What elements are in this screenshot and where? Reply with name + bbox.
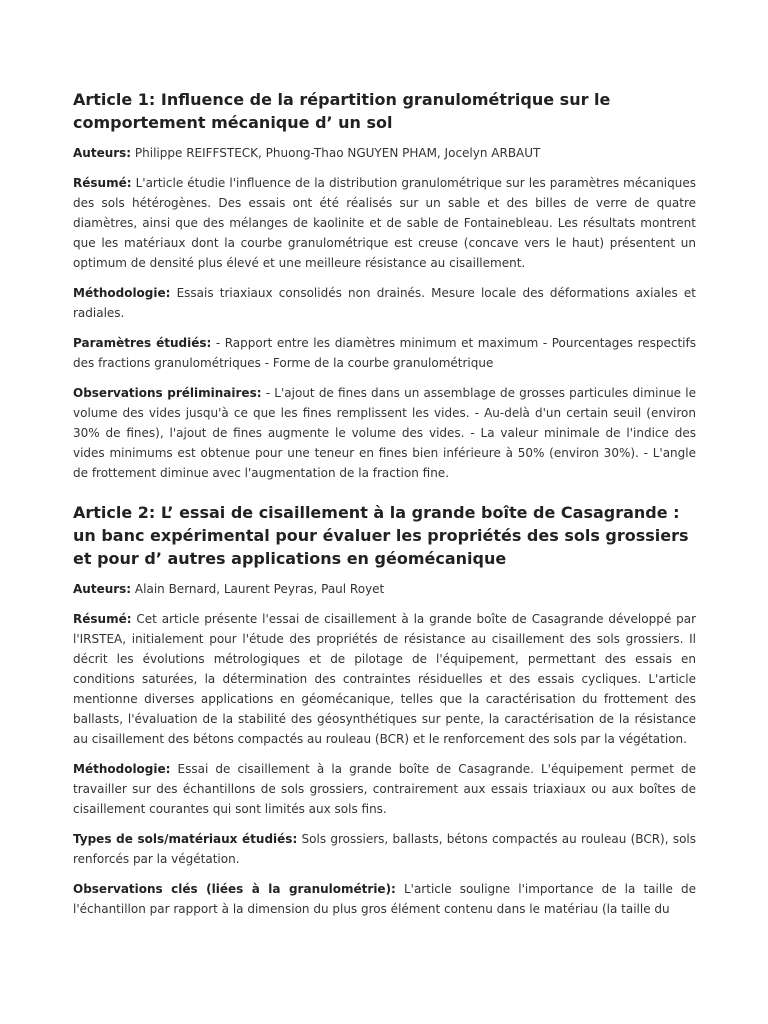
field-label: Résumé: (73, 612, 132, 626)
methodology-paragraph (73, 759, 696, 819)
summary-paragraph (73, 609, 696, 749)
field-label: Auteurs: (73, 146, 132, 160)
field-text: L'article étudie l'influence de la distribution granulométrique sur les paramètres mécaniques des sols hétérogènes. Des essais ont été réalisés sur un sable et des billes de verre de quatre diamètres, ainsi que des mélanges de kaolinite et de sable de Fontainebleau. Les résultats montrent que les matériaux dont la courbe granulométrique est creuse (concave vers le haut) présentent un optimum de densité plus élevé et une meilleure résistance au cisaillement. (73, 176, 696, 270)
authors-paragraph (73, 579, 696, 599)
article-title: Article 1: Influence de la répartition granulométrique sur le comportement mécanique d’ un sol (73, 90, 611, 132)
field-text: Alain Bernard, Laurent Peyras, Paul Royet (131, 582, 385, 596)
field-text: Essai de cisaillement à la grande boîte de Casagrande. L'équipement permet de travailler sur des échantillons de sols grossiers, contrairement aux essais triaxiaux ou aux boîtes de cisaillement courantes qui sont limités aux sols fins. (73, 762, 696, 816)
parameters-paragraph (73, 333, 696, 373)
methodology-paragraph (73, 283, 696, 323)
field-label: Méthodologie: (73, 286, 171, 300)
field-label: Observations préliminaires: (73, 386, 262, 400)
field-text: Philippe REIFFSTECK, Phuong-Thao NGUYEN PHAM, Jocelyn ARBAUT (131, 146, 541, 160)
key-observations-paragraph (73, 879, 696, 919)
field-text: L'article souligne l'importance de la taille de l'échantillon par rapport à la dimension du plus gros élément contenu dans le matériau (la taille du (73, 882, 697, 916)
article-title: Article 2: L’ essai de cisaillement à la grande boîte de Casagrande : un banc expérimental pour évaluer les propriétés des sols grossiers et pour d’ autres applications en géomécanique (73, 503, 689, 568)
field-text: Essais triaxiaux consolidés non drainés. Mesure locale des déformations axiales et radiales. (73, 286, 696, 320)
field-text: Sols grossiers, ballasts, bétons compactés au rouleau (BCR), sols renforcés par la végétation. (73, 832, 696, 866)
article-1 (73, 88, 696, 483)
article-2 (73, 501, 696, 919)
field-label: Observations clés (liées à la granulométrie): (73, 882, 396, 896)
field-label: Types de sols/matériaux étudiés: (73, 832, 298, 846)
authors-paragraph (73, 143, 696, 163)
document-page (73, 88, 696, 1018)
field-text: - Rapport entre les diamètres minimum et maximum - Pourcentages respectifs des fractions granulométriques - Forme de la courbe granulométrique (73, 336, 696, 370)
field-label: Auteurs: (73, 582, 132, 596)
observations-paragraph (73, 383, 696, 483)
field-label: Résumé: (73, 176, 132, 190)
field-label: Paramètres étudiés: (73, 336, 212, 350)
summary-paragraph (73, 173, 696, 273)
materials-paragraph (73, 829, 696, 869)
field-label: Méthodologie: (73, 762, 171, 776)
field-text: - L'ajout de fines dans un assemblage de grosses particules diminue le volume des vides jusqu'à ce que les fines remplissent les vides. - Au-delà d'un certain seuil (environ 30% de fines), l'ajout de fines augmente le volume des vides. - La valeur minimale de l'indice des vides minimums est obtenue pour une teneur en fines bien inférieure à 50% (environ 30%). - L'angle de frottement diminue avec l'augmentation de la fraction fine. (73, 386, 697, 480)
field-text: Cet article présente l'essai de cisaillement à la grande boîte de Casagrande développé par l'IRSTEA, initialement pour l'étude des propriétés de résistance au cisaillement des sols grossiers. Il décrit les évolutions métrologiques et de pilotage de l'équipement, permettant des essais en conditions saturées, la détermination des contraintes résiduelles et des essais cycliques. L'article mentionne diverses applications en géomécanique, telles que la caractérisation du frottement des ballasts, l'évaluation de la stabilité des géosynthétiques sur pente, la caractérisation de la résistance au cisaillement des bétons compactés au rouleau (BCR) et le renforcement des sols par la végétation. (73, 612, 696, 746)
